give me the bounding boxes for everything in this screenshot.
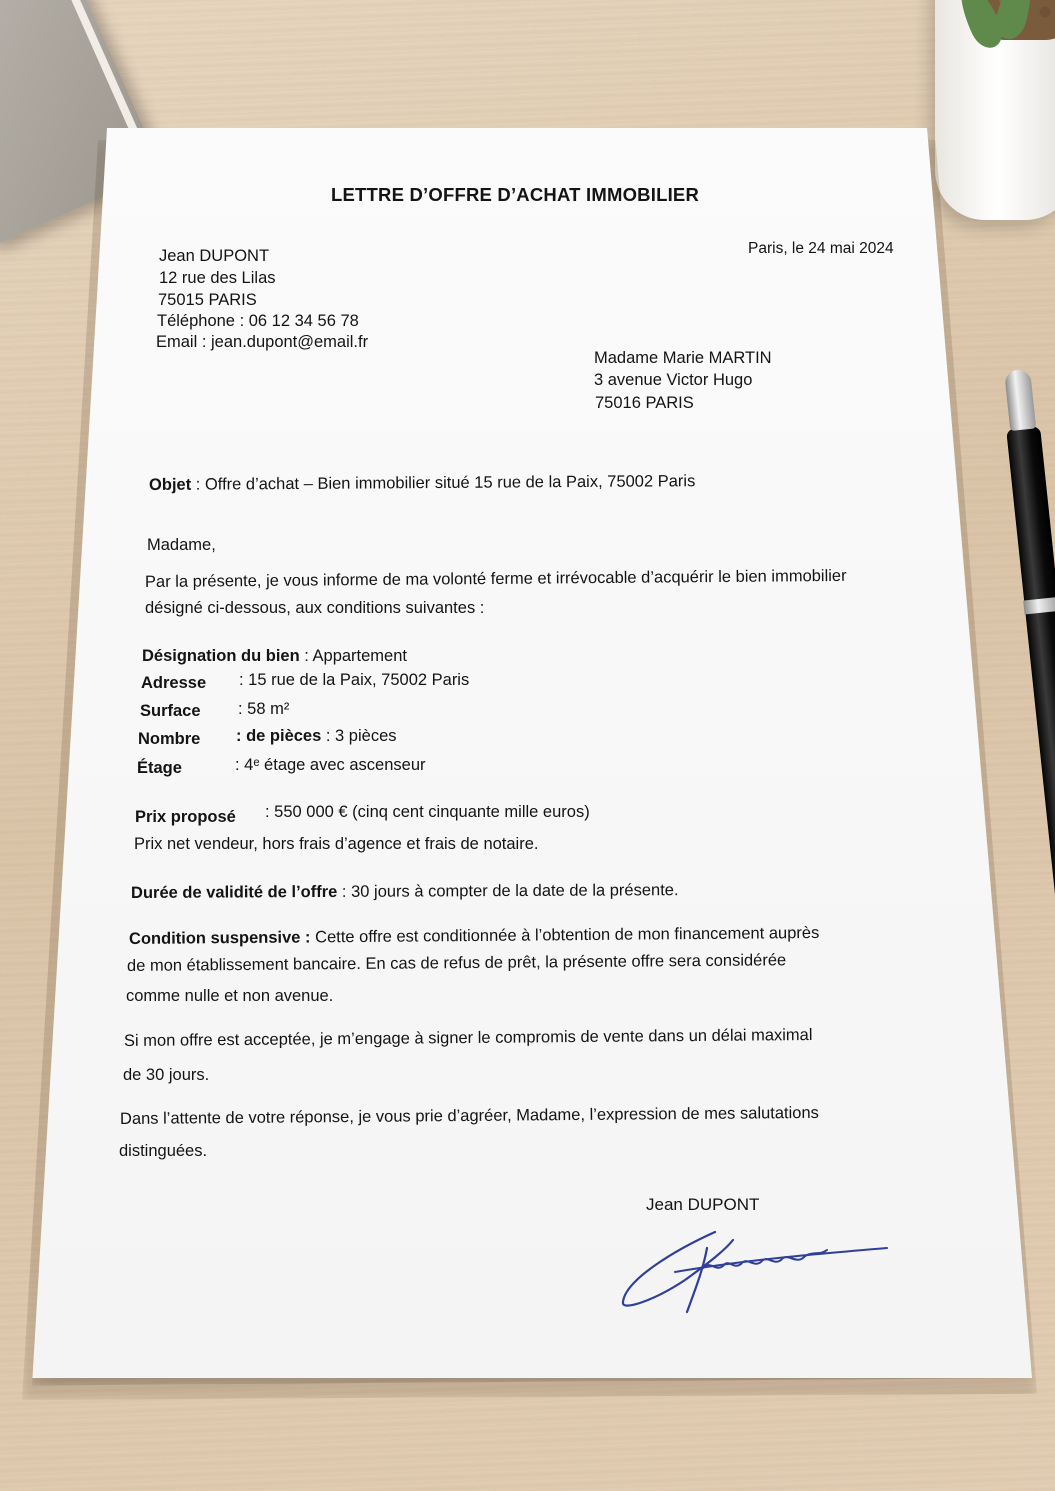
rooms-value: : 3 pièces <box>321 727 397 745</box>
designation-label: Désignation du bien <box>142 647 300 665</box>
letter-date: Paris, le 24 mai 2024 <box>748 240 894 257</box>
condition-text-1: Cette offre est conditionnée à l’obtention de mon financement auprès <box>310 923 820 947</box>
price-label: Prix proposé <box>135 808 236 826</box>
rooms-mid: : de pièces <box>236 727 322 745</box>
floor-value: : 4ᵉ étage avec ascenseur <box>235 756 426 774</box>
rooms-line <box>236 728 397 745</box>
sender-city: 75015 PARIS <box>158 291 257 309</box>
intro-line-1: Par la présente, je vous informe de ma volonté ferme et irrévocable d’acquérir le bien immobilier <box>144 566 847 591</box>
pen-cap <box>1004 369 1036 431</box>
designation-value: : Appartement <box>299 647 407 665</box>
pen-body <box>1006 426 1055 986</box>
handwritten-signature <box>615 1220 895 1320</box>
letter-title: LETTRE D’OFFRE D’ACHAT IMMOBILIER <box>331 184 700 205</box>
object-text: : Offre d’achat – Bien immobilier situé 15 rue de la Paix, 75002 Paris <box>191 472 696 494</box>
recipient-city: 75016 PARIS <box>595 394 694 412</box>
validity-label: Durée de validité de l’offre <box>130 882 338 902</box>
rooms-label: Nombre <box>138 730 201 748</box>
signatory-name: Jean DUPONT <box>646 1195 760 1214</box>
condition-line-2: de mon établissement bancaire. En cas de refus de prêt, la présente offre sera considérée <box>126 951 787 975</box>
pen <box>1000 368 1055 988</box>
closing-line-1: Dans l’attente de votre réponse, je vous prie d’agréer, Madame, l’expression de mes salutations <box>119 1103 819 1128</box>
validity-line <box>131 882 679 901</box>
sender-name: Jean DUPONT <box>159 247 270 265</box>
recipient-name: Madame Marie MARTIN <box>594 349 772 367</box>
object-line <box>149 473 695 493</box>
commitment-line-2: de 30 jours. <box>123 1066 210 1084</box>
object-label: Objet <box>148 475 192 494</box>
address-value: : 15 rue de la Paix, 75002 Paris <box>239 671 470 689</box>
address-label: Adresse <box>141 674 207 692</box>
commitment-line-1: Si mon offre est acceptée, je m’engage à signer le compromis de vente dans un délai maximal <box>123 1025 813 1050</box>
salutation: Madame, <box>147 536 216 554</box>
sender-email: Email : jean.dupont@email.fr <box>156 333 369 351</box>
validity-value: : 30 jours à compter de la date de la présente. <box>337 881 679 901</box>
designation-line <box>142 648 407 665</box>
intro-line-2: désigné ci-dessous, aux conditions suivantes : <box>145 599 485 617</box>
condition-label: Condition suspensive : <box>128 928 311 948</box>
surface-value: : 58 m² <box>238 700 290 718</box>
floor-label: Étage <box>137 759 182 777</box>
surface-label: Surface <box>140 702 201 720</box>
price-value: : 550 000 € (cinq cent cinquante mille euros) <box>265 803 590 821</box>
price-note: Prix net vendeur, hors frais d’agence et frais de notaire. <box>134 835 539 853</box>
condition-line-3: comme nulle et non avenue. <box>126 987 334 1005</box>
sender-phone: Téléphone : 06 12 34 56 78 <box>157 312 359 330</box>
sender-street: 12 rue des Lilas <box>159 269 276 287</box>
recipient-street: 3 avenue Victor Hugo <box>594 371 753 389</box>
closing-line-2: distinguées. <box>119 1142 208 1160</box>
